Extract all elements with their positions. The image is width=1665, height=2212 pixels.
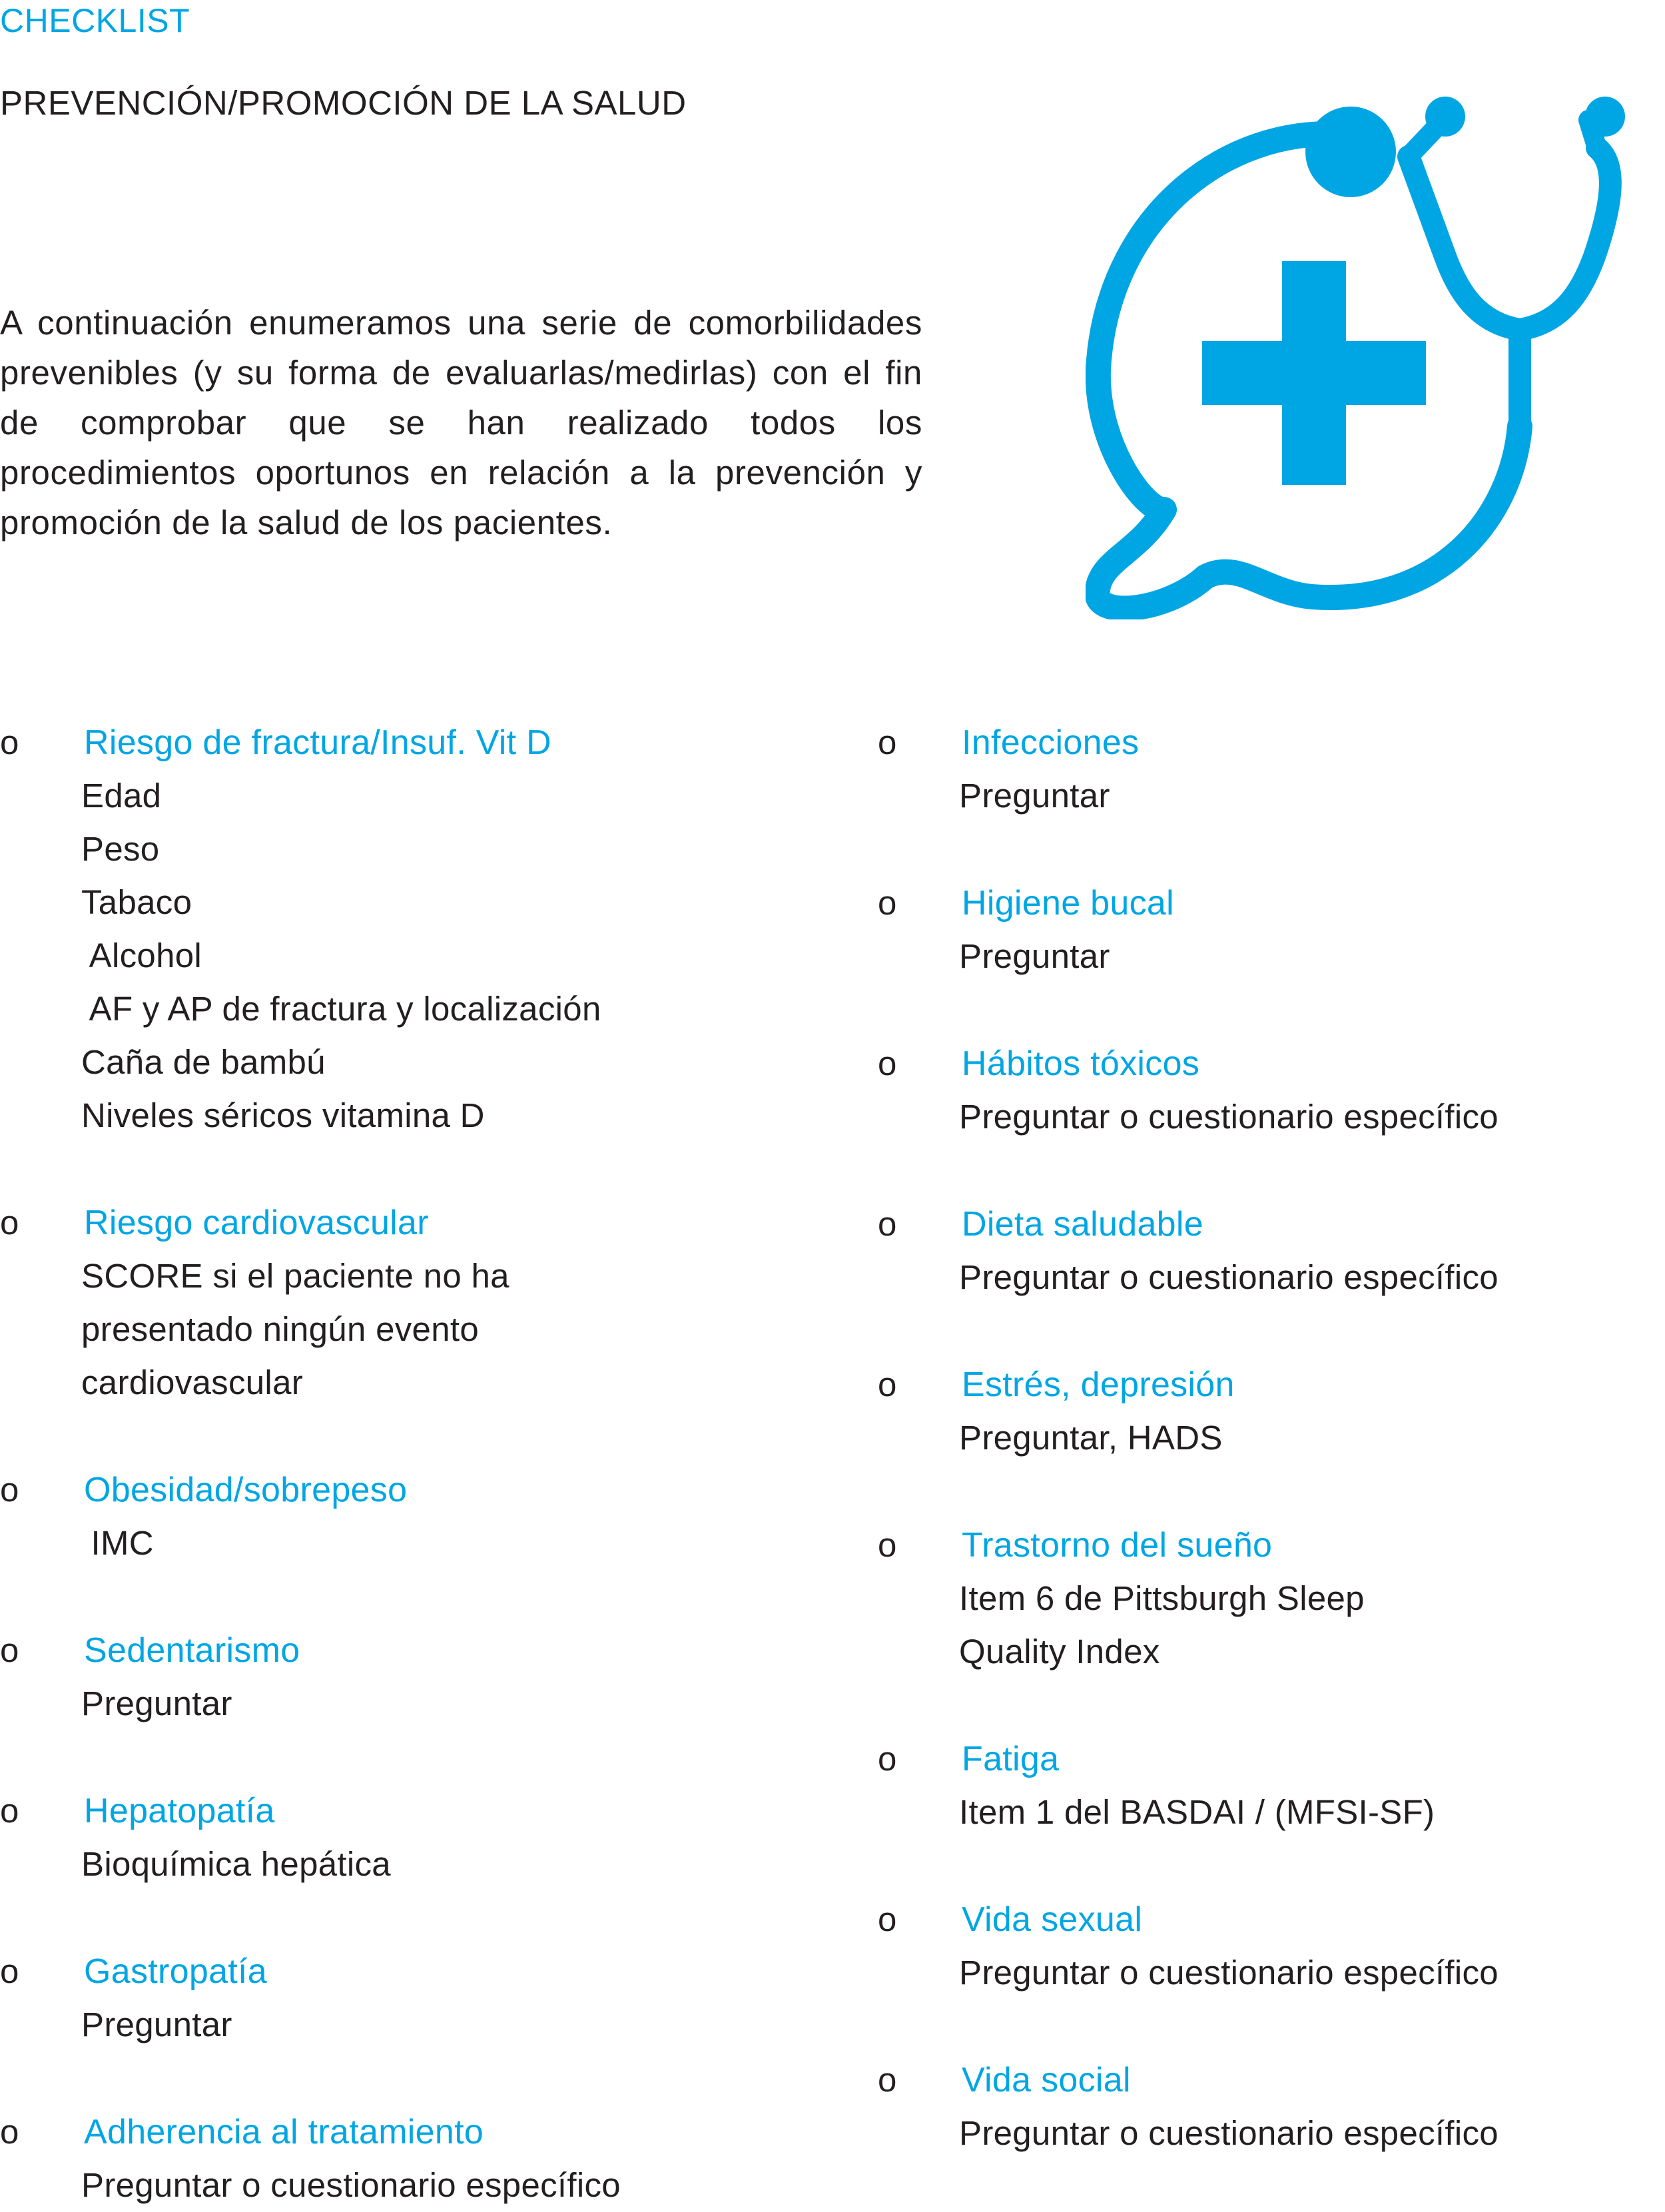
checklist-item-gastropatia — [0, 1945, 852, 2051]
checklist-item-obesidad — [0, 1463, 852, 1570]
bullet: o — [878, 1740, 897, 1778]
item-line: AF y AP de fractura y localización — [81, 990, 601, 1028]
item-title: Infecciones — [962, 723, 1140, 762]
checklist-item-vida-sexual — [878, 1893, 1664, 2000]
bullet: o — [0, 1792, 19, 1830]
checklist-item-dieta — [878, 1198, 1664, 1304]
item-title: Dieta saludable — [962, 1205, 1203, 1244]
bullet: o — [0, 2113, 19, 2151]
right-column — [878, 716, 1664, 2160]
checklist-item-estres — [878, 1358, 1664, 1465]
item-title: Riesgo de fractura/Insuf. Vit D — [84, 723, 552, 762]
item-line: Preguntar — [959, 777, 1110, 815]
item-line: Caña de bambú — [81, 1043, 326, 1081]
checklist-item-sueno — [878, 1519, 1664, 1678]
checklist-item-cardiovascular — [0, 1196, 852, 1409]
item-title: Estrés, depresión — [962, 1365, 1235, 1404]
bullet: o — [878, 1526, 897, 1564]
item-line: presentado ningún evento — [81, 1310, 480, 1348]
item-line: Alcohol — [81, 936, 202, 974]
item-title: Riesgo cardiovascular — [84, 1204, 429, 1242]
item-line: Preguntar, HADS — [959, 1419, 1223, 1457]
item-title: Hepatopatía — [84, 1792, 275, 1830]
bullet: o — [878, 1044, 897, 1082]
bullet: o — [0, 1471, 19, 1509]
item-line: Niveles séricos vitamina D — [81, 1096, 485, 1134]
bullet: o — [0, 723, 19, 761]
item-title: Fatiga — [962, 1740, 1060, 1778]
checklist-item-hepatopatia — [0, 1784, 852, 1891]
checklist-item-fractura — [0, 716, 852, 1142]
item-line: Preguntar o cuestionario específico — [81, 2166, 621, 2204]
speech-bubble-cross-stethoscope-icon — [1086, 93, 1665, 619]
item-line: Preguntar o cuestionario específico — [959, 1098, 1498, 1136]
bullet: o — [878, 884, 897, 922]
left-column — [0, 716, 852, 2212]
intro-paragraph: A continuación enumeramos una serie de comorbilidades prevenibles (y su forma de evaluarlas/medirlas) con el fin de comprobar que se han realizado todos los procedimientos oportunos en relación a la prevención y promoción de la salud de los pacientes. — [0, 304, 922, 542]
checklist-item-vida-social — [878, 2053, 1664, 2160]
item-line: cardiovascular — [81, 1363, 304, 1401]
item-title: Trastorno del sueño — [962, 1526, 1273, 1565]
bullet: o — [878, 1900, 897, 1938]
checklist-item-higiene-bucal — [878, 877, 1664, 983]
item-line: Preguntar — [959, 937, 1110, 975]
checklist-item-habitos-toxicos — [878, 1037, 1664, 1144]
item-title: Sedentarismo — [84, 1631, 300, 1670]
bullet: o — [878, 1205, 897, 1243]
item-line: Peso — [81, 830, 160, 868]
item-line: IMC — [81, 1524, 154, 1562]
item-title: Vida social — [962, 2061, 1131, 2099]
item-title: Gastropatía — [84, 1952, 268, 1991]
checklist-item-fatiga — [878, 1732, 1664, 1839]
item-line: SCORE si el paciente no ha — [81, 1257, 509, 1295]
page-title: PREVENCIÓN/PROMOCIÓN DE LA SALUD — [0, 84, 687, 122]
item-title: Hábitos tóxicos — [962, 1044, 1200, 1083]
checklist-item-sedentarismo — [0, 1624, 852, 1730]
bullet: o — [0, 1204, 19, 1242]
checklist-item-infecciones — [878, 716, 1664, 823]
item-line: Bioquímica hepática — [81, 1845, 391, 1883]
item-line: Item 6 de Pittsburgh Sleep — [959, 1579, 1365, 1617]
bullet: o — [878, 723, 897, 761]
item-line: Preguntar — [81, 1684, 232, 1722]
item-title: Vida sexual — [962, 1900, 1143, 1939]
item-line: Preguntar — [81, 2006, 232, 2043]
bullet: o — [878, 1365, 897, 1403]
bullet: o — [878, 2061, 897, 2099]
item-line: Item 1 del BASDAI / (MFSI-SF) — [959, 1793, 1435, 1831]
item-title: Higiene bucal — [962, 884, 1174, 922]
checklist-label: CHECKLIST — [0, 2, 190, 39]
item-title: Obesidad/sobrepeso — [84, 1471, 408, 1509]
item-line: Preguntar o cuestionario específico — [959, 1258, 1498, 1296]
bullet: o — [0, 1631, 19, 1669]
bullet: o — [0, 1952, 19, 1990]
item-line: Preguntar o cuestionario específico — [959, 1954, 1498, 1992]
item-line: Quality Index — [959, 1633, 1160, 1670]
item-title: Adherencia al tratamiento — [84, 2113, 484, 2151]
item-line: Preguntar o cuestionario específico — [959, 2114, 1498, 2152]
item-line: Edad — [81, 777, 162, 815]
checklist-item-adherencia — [0, 2105, 852, 2212]
item-line: Tabaco — [81, 883, 192, 921]
